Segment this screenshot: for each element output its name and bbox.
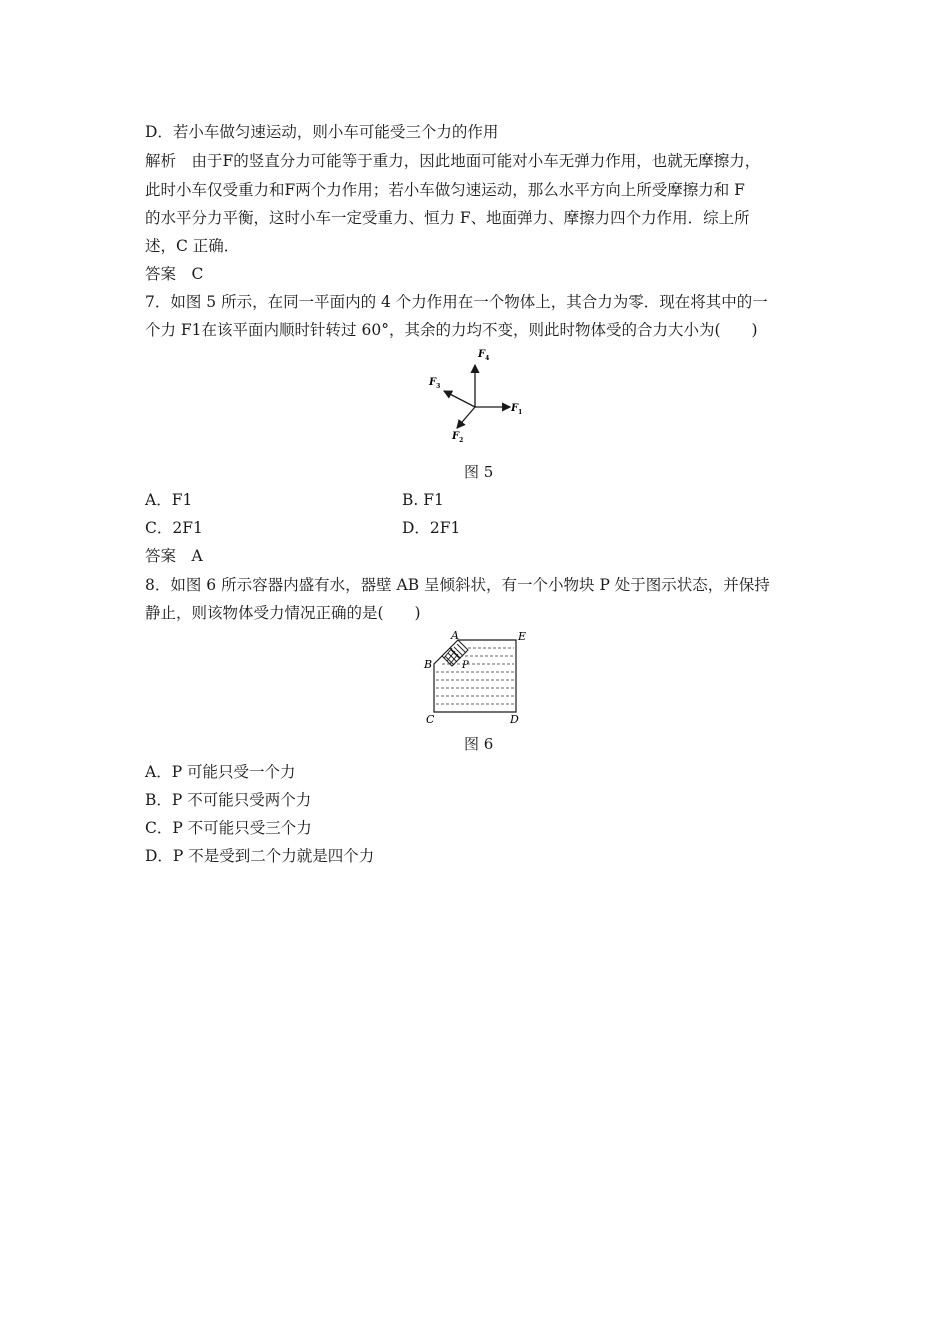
- f3-arrow: [444, 391, 475, 407]
- q7-stem-line-1: 7．如图 5 所示，在同一平面内的 4 个力作用在一个物体上，其合力为零．现在将其中的一: [145, 293, 768, 311]
- point-e-label: E: [518, 630, 527, 643]
- q8-stem-line-2: 静止，则该物体受力情况正确的是( ): [145, 604, 421, 622]
- q6-option-d: D．若小车做匀速运动，则小车可能受三个力的作用: [145, 123, 499, 141]
- figure-6-caption: 图 6: [464, 735, 494, 753]
- q7-stem-line-2: 个力 F1在该平面内顺时针转过 60°，其余的力均不变，则此时物体受的合力大小为( ): [145, 321, 758, 339]
- f3-label: $F_3$: [429, 377, 441, 390]
- q8-stem-line-1: 8．如图 6 所示容器内盛有水，器壁 AB 呈倾斜状，有一个小物块 P 处于图示状态，并保持: [145, 576, 770, 594]
- q8-option-d: D．P 不是受到二个力就是四个力: [145, 847, 375, 865]
- q7-option-d: D．2F1: [402, 519, 461, 537]
- point-c-label: C: [426, 713, 435, 726]
- f2-label: $F_2$: [452, 431, 464, 444]
- q8-option-a: A．P 可能只受一个力: [145, 763, 296, 781]
- container-walls: [434, 640, 516, 712]
- point-d-label: D: [510, 713, 519, 726]
- f1-label: $F_1$: [511, 403, 523, 416]
- q6-analysis-line-2: 此时小车仅受重力和F两个力作用；若小车做匀速运动，那么水平方向上所受摩擦力和 F: [145, 181, 745, 199]
- point-p-label: P: [462, 660, 469, 671]
- q8-option-b: B．P 不可能只受两个力: [145, 791, 312, 809]
- q7-option-c: C．2F1: [145, 519, 203, 537]
- f4-label: $F_4$: [478, 349, 490, 362]
- force-diagram-figure-5: [420, 345, 530, 445]
- q6-analysis-line-1: 解析 由于F的竖直分力可能等于重力，因此地面可能对小车无弹力作用，也就无摩擦力，: [145, 152, 761, 170]
- container-figure-6: [420, 628, 530, 728]
- q6-answer: 答案 C: [145, 265, 204, 283]
- q7-option-b: B. F1: [402, 491, 444, 509]
- q8-option-c: C．P 不可能只受三个力: [145, 819, 312, 837]
- q7-option-a: A．F1: [145, 491, 193, 509]
- point-a-label: A: [451, 629, 459, 642]
- q6-analysis-line-4: 述，C 正确．: [145, 237, 240, 255]
- f2-arrow: [457, 407, 475, 428]
- q6-analysis-line-3: 的水平分力平衡，这时小车一定受重力、恒力 F、地面弹力、摩擦力四个力作用．综上所: [145, 209, 750, 227]
- point-b-label: B: [424, 658, 433, 671]
- figure-5-caption: 图 5: [464, 463, 494, 481]
- q7-answer: 答案 A: [145, 547, 203, 565]
